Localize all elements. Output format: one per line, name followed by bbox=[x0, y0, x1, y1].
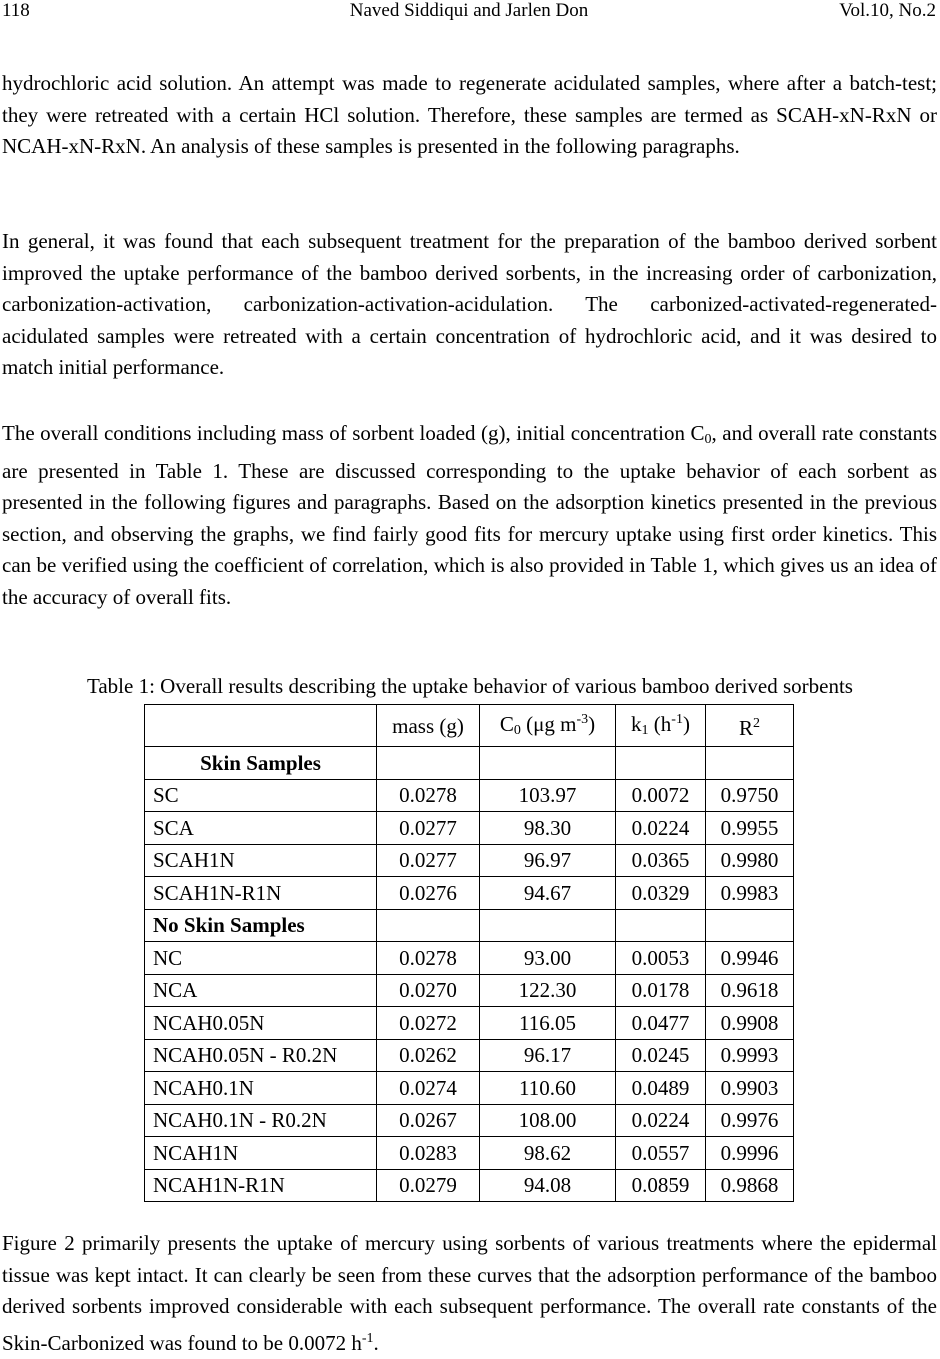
c0-value: 108.00 bbox=[480, 1104, 616, 1137]
table-row bbox=[145, 1169, 794, 1202]
empty-cell bbox=[616, 747, 706, 780]
r2-value: 0.9976 bbox=[706, 1104, 794, 1137]
header-cell-r2 bbox=[706, 705, 794, 747]
c0-value: 94.67 bbox=[480, 877, 616, 910]
superscript: -1 bbox=[671, 712, 683, 727]
sample-name: SCAH1N-R1N bbox=[145, 877, 377, 910]
r2-value: 0.9618 bbox=[706, 974, 794, 1007]
results-table bbox=[144, 704, 794, 1202]
table-row bbox=[145, 1007, 794, 1040]
paragraph-text: , and overall rate constants are presented in Table 1. These are discussed corresponding to the uptake behavior of each sorbent as presented in the following figures and paragraphs. Based on the adsorption kinetics presented in the previous section, and observing the graphs, we find fairly good fits for mercury uptake using first order kinetics. This can be verified using the coefficient of correlation, which is also provided in Table 1, which gives us an idea of the accuracy of overall fits. bbox=[2, 421, 937, 609]
mass-value: 0.0262 bbox=[377, 1039, 480, 1072]
superscript: -1 bbox=[361, 1330, 374, 1346]
table-row bbox=[145, 779, 794, 812]
k1-value: 0.0365 bbox=[616, 844, 706, 877]
page-header bbox=[0, 0, 938, 22]
empty-cell bbox=[377, 747, 480, 780]
group-label: Skin Samples bbox=[145, 747, 377, 780]
r2-value: 0.9868 bbox=[706, 1169, 794, 1202]
k1-value: 0.0477 bbox=[616, 1007, 706, 1040]
table-header-row bbox=[145, 705, 794, 747]
c0-value: 93.00 bbox=[480, 942, 616, 975]
table-caption: Table 1: Overall results describing the uptake behavior of various bamboo derived sorbents bbox=[87, 674, 853, 698]
mass-value: 0.0277 bbox=[377, 812, 480, 845]
c0-value: 94.08 bbox=[480, 1169, 616, 1202]
table-row bbox=[145, 1072, 794, 1105]
r2-value: 0.9903 bbox=[706, 1072, 794, 1105]
header-unit: ) bbox=[588, 712, 596, 736]
r2-value: 0.9996 bbox=[706, 1137, 794, 1170]
header-cell-mass: mass (g) bbox=[377, 705, 480, 747]
mass-value: 0.0276 bbox=[377, 877, 480, 910]
c0-value: 122.30 bbox=[480, 974, 616, 1007]
sample-name: NCAH0.1N - R0.2N bbox=[145, 1104, 377, 1137]
r2-value: 0.9908 bbox=[706, 1007, 794, 1040]
mass-value: 0.0278 bbox=[377, 779, 480, 812]
header-unit: (μg m bbox=[520, 712, 577, 736]
k1-value: 0.0224 bbox=[616, 812, 706, 845]
k1-value: 0.0178 bbox=[616, 974, 706, 1007]
table-row bbox=[145, 1137, 794, 1170]
mass-value: 0.0277 bbox=[377, 844, 480, 877]
paragraph-overall-conditions bbox=[2, 418, 937, 614]
sample-name: NC bbox=[145, 942, 377, 975]
r2-value: 0.9980 bbox=[706, 844, 794, 877]
page-number: 118 bbox=[2, 0, 30, 21]
group-label: No Skin Samples bbox=[145, 909, 377, 942]
paragraph-text: . bbox=[373, 1330, 379, 1355]
mass-value: 0.0274 bbox=[377, 1072, 480, 1105]
sample-name: NCA bbox=[145, 974, 377, 1007]
k1-value: 0.0557 bbox=[616, 1137, 706, 1170]
sample-name: NCAH1N-R1N bbox=[145, 1169, 377, 1202]
header-cell-empty bbox=[145, 705, 377, 747]
r2-value: 0.9946 bbox=[706, 942, 794, 975]
k1-value: 0.0053 bbox=[616, 942, 706, 975]
k1-value: 0.0072 bbox=[616, 779, 706, 812]
r2-value: 0.9993 bbox=[706, 1039, 794, 1072]
sample-name: NCAH1N bbox=[145, 1137, 377, 1170]
header-cell-c0 bbox=[480, 705, 616, 747]
c0-value: 110.60 bbox=[480, 1072, 616, 1105]
r2-value: 0.9955 bbox=[706, 812, 794, 845]
sample-name: NCAH0.05N - R0.2N bbox=[145, 1039, 377, 1072]
mass-value: 0.0279 bbox=[377, 1169, 480, 1202]
sample-name: NCAH0.1N bbox=[145, 1072, 377, 1105]
superscript: -3 bbox=[576, 712, 589, 727]
table-row bbox=[145, 812, 794, 845]
superscript: 2 bbox=[753, 715, 760, 731]
journal-volume: Vol.10, No.2 bbox=[839, 0, 936, 21]
k1-value: 0.0859 bbox=[616, 1169, 706, 1202]
header-unit: ) bbox=[682, 712, 690, 736]
k1-value: 0.0489 bbox=[616, 1072, 706, 1105]
paragraph-text: Figure 2 primarily presents the uptake of mercury using sorbents of various treatments where the epidermal tissue was kept intact. It can clearly be seen from these curves that the adsorption performance of the bamboo derived sorbents improved considerable with each subsequent performance. The overall rate constants of the Skin-Carbonized was found to be 0.0072 h bbox=[2, 1231, 937, 1355]
sample-name: SCAH1N bbox=[145, 844, 377, 877]
mass-value: 0.0278 bbox=[377, 942, 480, 975]
empty-cell bbox=[706, 747, 794, 780]
paragraph-regeneration: hydrochloric acid solution. An attempt was made to regenerate acidulated samples, where after a batch-test; they were retreated with a certain HCl solution. Therefore, these samples are termed as SCAH-xN-RxN or NCAH-xN-RxN. An analysis of these samples is presented in the following paragraphs. bbox=[2, 71, 937, 159]
c0-value: 103.97 bbox=[480, 779, 616, 812]
empty-cell bbox=[480, 747, 616, 780]
table-row bbox=[145, 1104, 794, 1137]
header-symbol: C bbox=[499, 712, 514, 736]
group-row-no-skin bbox=[145, 909, 794, 942]
empty-cell bbox=[706, 909, 794, 942]
mass-value: 0.0267 bbox=[377, 1104, 480, 1137]
sample-name: SC bbox=[145, 779, 377, 812]
c0-value: 98.62 bbox=[480, 1137, 616, 1170]
sample-name: SCA bbox=[145, 812, 377, 845]
header-symbol: R bbox=[738, 715, 753, 740]
paragraph-text: The overall conditions including mass of sorbent loaded (g), initial concentration C bbox=[2, 421, 705, 445]
header-cell-k1 bbox=[616, 705, 706, 747]
k1-value: 0.0245 bbox=[616, 1039, 706, 1072]
empty-cell bbox=[377, 909, 480, 942]
c0-value: 116.05 bbox=[480, 1007, 616, 1040]
subscript: 1 bbox=[641, 723, 649, 738]
mass-value: 0.0270 bbox=[377, 974, 480, 1007]
empty-cell bbox=[616, 909, 706, 942]
k1-value: 0.0224 bbox=[616, 1104, 706, 1137]
k1-value: 0.0329 bbox=[616, 877, 706, 910]
c0-value: 96.17 bbox=[480, 1039, 616, 1072]
r2-value: 0.9750 bbox=[706, 779, 794, 812]
empty-cell bbox=[480, 909, 616, 942]
paragraph-general-findings: In general, it was found that each subsequent treatment for the preparation of the bamboo derived sorbent improved the uptake performance of the bamboo derived sorbents, in the increasing order of carbonization, carbonization-activation, carbonization-activation-acidulation. The carbonized-activated-regenerated-acidulated samples were retreated with a certain concentration of hydrochloric acid, and it was desired to match initial performance. bbox=[2, 229, 937, 380]
subscript: 0 bbox=[704, 432, 712, 447]
sample-name: NCAH0.05N bbox=[145, 1007, 377, 1040]
mass-value: 0.0272 bbox=[377, 1007, 480, 1040]
subscript: 0 bbox=[513, 723, 521, 738]
table-row bbox=[145, 942, 794, 975]
table-row bbox=[145, 1039, 794, 1072]
c0-value: 96.97 bbox=[480, 844, 616, 877]
header-unit: (h bbox=[648, 712, 672, 736]
group-row-skin bbox=[145, 747, 794, 780]
c0-value: 98.30 bbox=[480, 812, 616, 845]
paragraph-figure-2 bbox=[2, 1228, 937, 1359]
table-row bbox=[145, 844, 794, 877]
mass-value: 0.0283 bbox=[377, 1137, 480, 1170]
header-symbol: k bbox=[631, 712, 642, 736]
running-authors: Naved Siddiqui and Jarlen Don bbox=[349, 0, 589, 21]
table-row bbox=[145, 974, 794, 1007]
r2-value: 0.9983 bbox=[706, 877, 794, 910]
table-row bbox=[145, 877, 794, 910]
